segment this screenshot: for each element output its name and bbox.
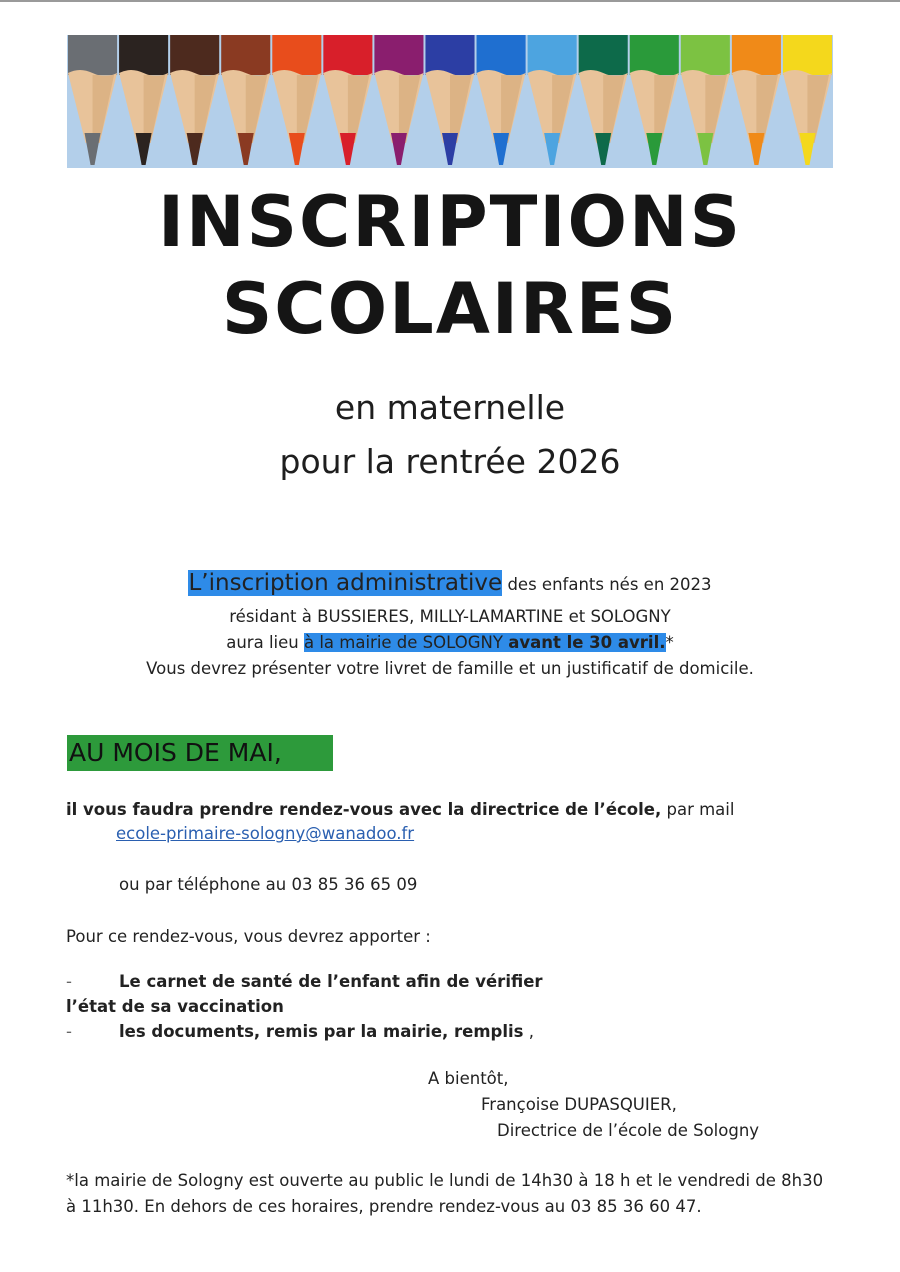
pencil (579, 35, 628, 165)
inscription-line-3 (0, 630, 900, 656)
inscription-line-3-start: aura lieu (226, 633, 304, 652)
bring-line: Pour ce rendez-vous, vous devrez apporter : (66, 927, 431, 946)
item-1b: l’état de sa vaccination (66, 997, 284, 1016)
mai-heading: AU MOIS DE MAI, (67, 735, 333, 771)
pencil (272, 35, 321, 165)
scan-edge (0, 0, 900, 2)
pencil (68, 35, 117, 165)
inscription-highlight: L’inscription administrative (188, 570, 503, 596)
pencil (221, 35, 270, 165)
pencil (425, 35, 474, 165)
pencil (630, 35, 679, 165)
appointment-line (66, 799, 734, 821)
phone-line: ou par téléphone au 03 85 36 65 09 (119, 875, 418, 894)
signature-name: Françoise DUPASQUIER, (481, 1095, 677, 1114)
asterisk: * (665, 633, 674, 652)
signature-greeting: A bientôt, (428, 1069, 509, 1088)
pencil (681, 35, 730, 165)
item-1a: Le carnet de santé de l’enfant afin de vérifier (119, 972, 543, 991)
inscription-line-1-rest: des enfants nés en 2023 (502, 575, 712, 594)
pencil (323, 35, 372, 165)
pencil (119, 35, 168, 165)
footer-note: *la mairie de Sologny est ouverte au public le lundi de 14h30 à 18 h et le vendredi de 8h30 à 11h30. En dehors de ces horaires, prendre rendez-vous au 03 85 36 60 47. (66, 1171, 824, 1216)
item-2-text: les documents, remis par la mairie, remplis (119, 1022, 524, 1041)
pencil (732, 35, 781, 165)
subtitle-line-2: pour la rentrée 2026 (279, 442, 621, 481)
inscription-line-4: Vous devrez présenter votre livret de famille et un justificatif de domicile. (146, 659, 754, 678)
appointment-bold: il vous faudra prendre rendez-vous avec la directrice de l’école, (66, 800, 662, 819)
pencil (477, 35, 526, 165)
title-line-2: SCOLAIRES (221, 268, 679, 350)
appointment-rest: par mail (661, 800, 735, 819)
list-dash-2: - (66, 1022, 72, 1041)
inscription-line-1 (0, 570, 900, 598)
inscription-line-2: résidant à BUSSIERES, MILLY-LAMARTINE et SOLOGNY (229, 607, 671, 626)
item-2-end: , (523, 1022, 534, 1041)
pencil (528, 35, 577, 165)
pencils-banner (67, 35, 833, 168)
deadline-highlight: avant le 30 avril. (508, 633, 666, 652)
subtitle-line-1: en maternelle (334, 388, 566, 427)
pencil (374, 35, 423, 165)
list-dash-1: - (66, 972, 72, 991)
email-link[interactable]: ecole-primaire-sologny@wanadoo.fr (116, 824, 415, 843)
signature-role: Directrice de l’école de Sologny (497, 1121, 760, 1140)
colored-pencils-image (67, 35, 833, 168)
mairie-highlight: à la mairie de SOLOGNY (303, 633, 509, 652)
item-2 (119, 1021, 534, 1043)
pencil (170, 35, 219, 165)
pencil (783, 35, 832, 165)
title-line-1: INSCRIPTIONS (158, 181, 742, 263)
